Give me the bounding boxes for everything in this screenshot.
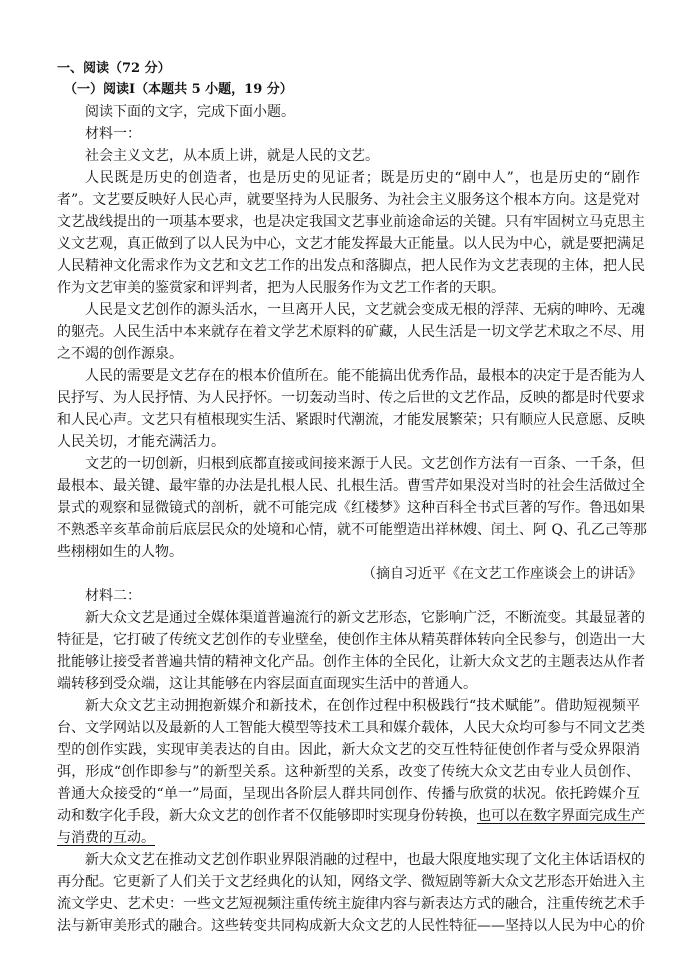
material2-label: 材料二： xyxy=(85,588,141,604)
underlined-phrase: 也可以在数字界面完成生产 xyxy=(477,808,645,824)
paragraph-line: 批能够让接受者普遍共情的精神文化产品。创作主体的全民化，让新大众文艺的主题表达从作者 xyxy=(57,654,645,670)
paragraph-line: 端转移到受众端，这让其能够在内容层面直面现实生活中的普通人。 xyxy=(57,676,477,692)
paragraph-line: 不熟悉辛亥革命前后底层民众的处境和心情，就不可能塑造出祥林嫂、闰土、阿 Q、孔乙己等那 xyxy=(57,522,647,538)
paragraph-line: 些栩栩如生的人物。 xyxy=(57,544,183,560)
paragraph-line: 法与新审美形式的融合。这些转变共同构成新大众文艺的人民性特征——坚持以人民为中心的价 xyxy=(57,918,645,934)
paragraph-line: 流文学史、艺术史：一些文艺短视频注重传统主旋律内容与新表达方式的融合，注重传统艺术手 xyxy=(57,896,645,912)
paragraph-line: 文艺战线提出的一项基本要求，也是决定我国文艺事业前途命运的关键。只有牢固树立马克思主 xyxy=(57,214,645,230)
source-citation: （摘自习近平《在文艺工作座谈会上的讲话》 xyxy=(362,566,642,582)
paragraph-line: 再分配。它更新了人们关于文艺经典化的认知，网络文学、微短剧等新大众文艺形态开始进入主 xyxy=(57,874,645,890)
paragraph-line: 社会主义文艺，从本质上讲，就是人民的文艺。 xyxy=(85,148,379,164)
paragraph-line: 台、文学网站以及最新的人工智能大模型等技术工具和媒介载体，人民大众均可参与不同文艺类 xyxy=(57,720,645,736)
paragraph-line: 人民既是历史的创造者，也是历史的见证者；既是历史的“剧中人”，也是历史的“剧作 xyxy=(85,170,640,186)
paragraph-line: 文艺的一切创新，归根到底都直接或间接来源于人民。文艺创作方法有一百条、一千条，但 xyxy=(85,456,645,472)
paragraph-line: 新大众文艺是通过全媒体渠道普遍流行的新文艺形态，它影响广泛，不断流变。其最显著的 xyxy=(85,610,645,626)
paragraph-line: 最根本、最关键、最牢靠的办法是扎根人民、扎根生活。曹雪芹如果没对当时的社会生活做过全 xyxy=(57,478,645,494)
paragraph-line: 的躯壳。人民生活中本来就存在着文学艺术原料的矿藏，人民生活是一切文学艺术取之不尽、用 xyxy=(57,324,645,340)
subsection-heading: （一）阅读Ⅰ（本题共 5 小题，19 分） xyxy=(64,82,293,97)
paragraph-line: 人民关切，才能充满活力。 xyxy=(57,434,225,450)
paragraph-line: 者”。文艺要反映好人民心声，就要坚持为人民服务、为社会主义服务这个根本方向。这是党对 xyxy=(57,192,640,208)
paragraph-line: 新大众文艺主动拥抱新媒介和新技术，在创作过程中积极践行“技术赋能”。借助短视频平 xyxy=(85,698,640,714)
paragraph-line: 民抒写、为人民抒情、为人民抒怀。一切轰动当时、传之后世的文艺作品，反映的都是时代要求 xyxy=(57,390,645,406)
paragraph-line: 特征是，它打破了传统文艺创作的专业壁垒，使创作主体从精英群体转向全民参与，创造出一大 xyxy=(57,632,645,648)
paragraph-line: 普通大众接受的“单一”局面，呈现出各阶层人群共同创作、传播与欣赏的状况。依托跨媒介互 xyxy=(57,786,640,802)
paragraph-line: 人民精神文化需求作为文艺和文艺工作的出发点和落脚点，把人民作为文艺表现的主体，把人民 xyxy=(57,258,645,274)
paragraph-line: 之不竭的创作源泉。 xyxy=(57,346,183,362)
underlined-phrase: 与消费的互动。 xyxy=(57,830,155,846)
paragraph-line: 义文艺观，真正做到了以人民为中心，文艺才能发挥最大正能量。以人民为中心，就是要把满足 xyxy=(57,236,645,252)
paragraph-line: 新大众文艺在推动文艺创作职业界限消融的过程中，也最大限度地实现了文化主体话语权的 xyxy=(85,852,645,868)
paragraph-line: 人民的需要是文艺存在的根本价值所在。能不能搞出优秀作品，最根本的决定于是否能为人 xyxy=(85,368,645,384)
paragraph-line: 型的创作实践，实现审美表达的自由。因此，新大众文艺的交互性特征使创作者与受众界限消 xyxy=(57,742,640,758)
paragraph-line: 作为文艺审美的鉴赏家和评判者，把为人民服务作为文艺工作者的天职。 xyxy=(57,280,505,296)
paragraph-line-mixed xyxy=(57,805,645,827)
paragraph-line: 景式的观察和显微镜式的剖析，就不可能完成《红楼梦》这种百科全书式巨著的写作。鲁迅如果 xyxy=(57,500,645,516)
paragraph-line: 动和数字化手段，新大众文艺的创作者不仅能够即时实现身份转换， xyxy=(57,808,477,824)
paragraph-line: 人民是文艺创作的源头活水，一旦离开人民，文艺就会变成无根的浮萍、无病的呻吟、无魂 xyxy=(85,302,645,318)
paragraph-line: 弭，形成“创作即参与”的新型关系。这种新型的关系，改变了传统大众文艺由专业人员创作、 xyxy=(57,764,640,780)
paragraph-line: 和人民心声。文艺只有植根现实生活、紧跟时代潮流，才能发展繁荣；只有顺应人民意愿、反映 xyxy=(57,412,645,428)
material1-label: 材料一： xyxy=(85,126,141,142)
section-heading: 一、阅读（72 分） xyxy=(57,61,171,76)
instruction-text: 阅读下面的文字，完成下面小题。 xyxy=(85,104,295,120)
